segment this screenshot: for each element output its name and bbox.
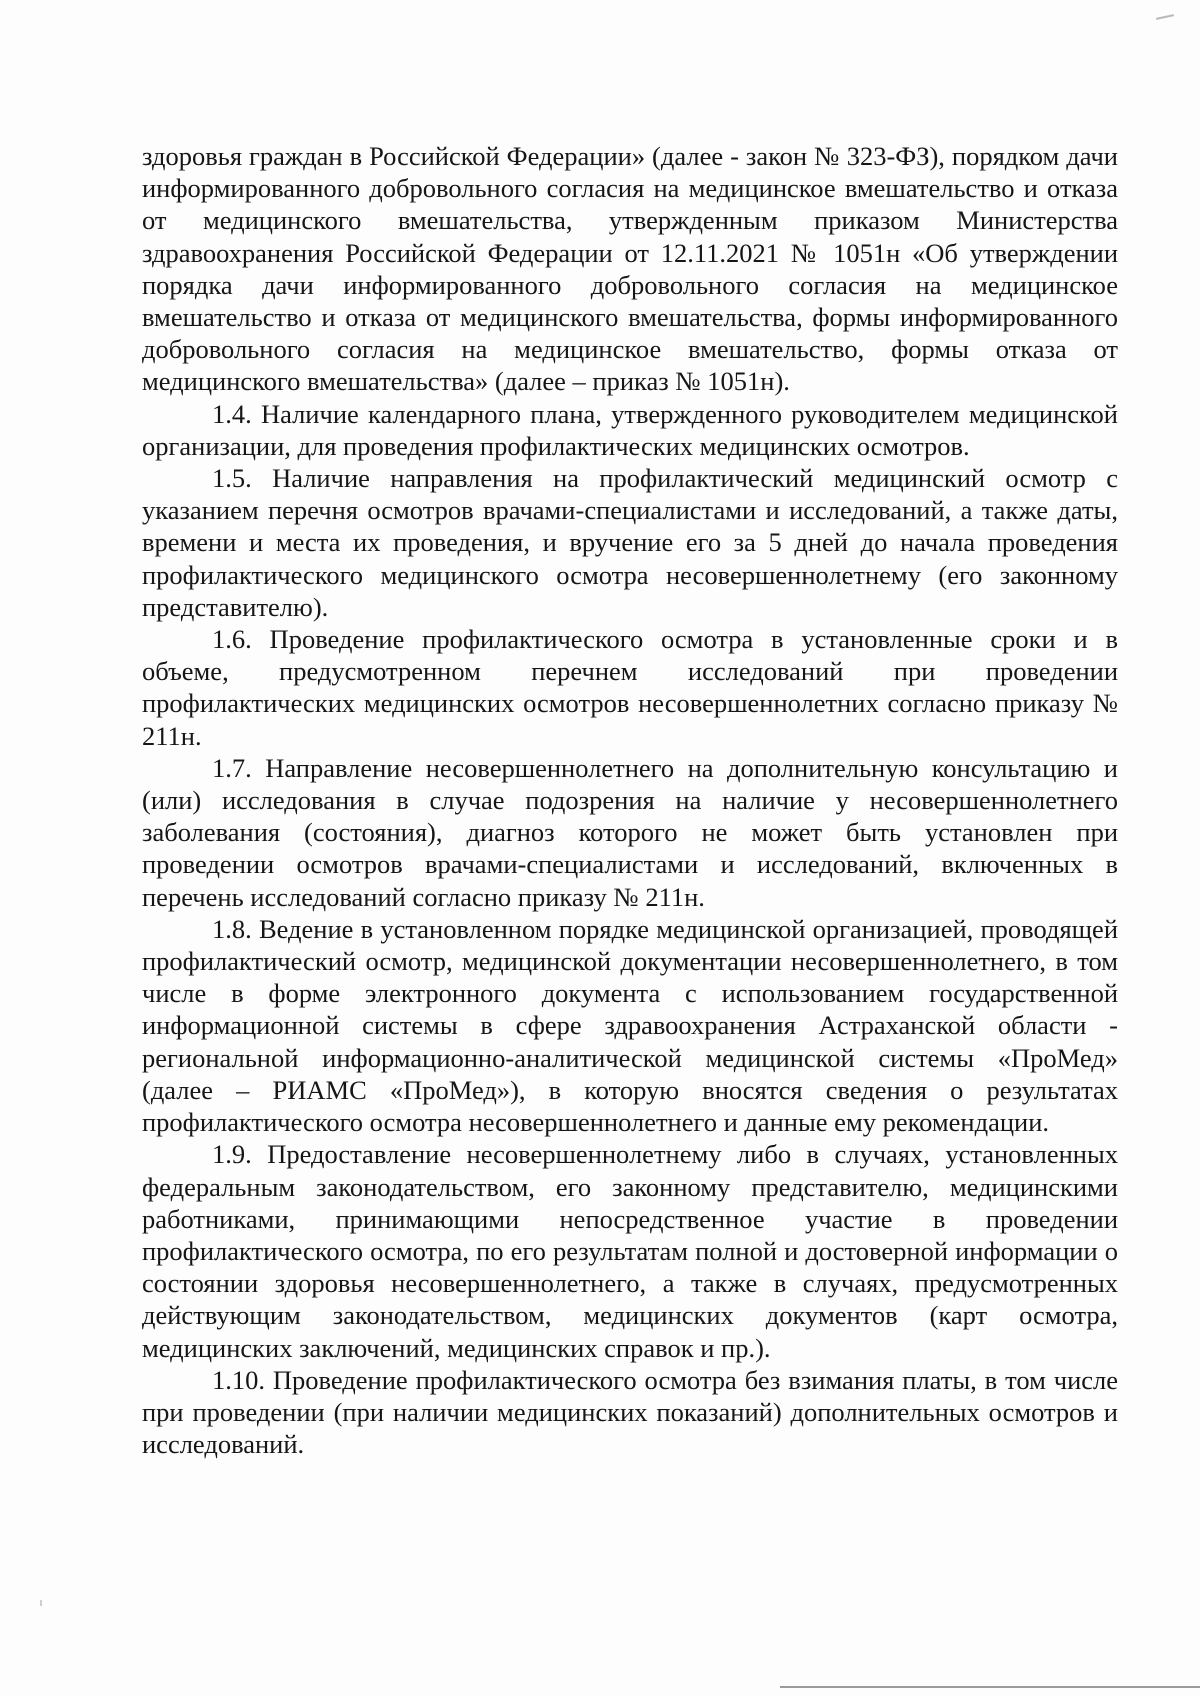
paragraph-intro: здоровья граждан в Российской Федерации» (далее - закон № 323-ФЗ), порядком дачи информированного добровольного согласия на медицинское вмешательство и отказа от медицинского вмешательства, утвержденным приказом Министерства здравоохранения Российской Федерации от 12.11.2021 № 1051н «Об утверждении порядка дачи информированного добровольного согласия на медицинское вмешательство и отказа от медицинского вмешательства, формы информированного добровольного согласия на медицинское вмешательство, формы отказа от медицинского вмешательства» (далее – приказ № 1051н). [142,141,1118,397]
paragraph-1-10: 1.10. Проведение профилактического осмотра без взимания платы, в том числе при проведении (при наличии медицинских показаний) дополнительных осмотров и исследований. [142,1364,1118,1460]
document-body [142,140,1118,1460]
scan-artifact-left [40,1600,42,1606]
scan-artifact-top [1156,14,1174,20]
scan-artifact-bottom-edge [780,1686,1200,1688]
paragraph-1-9: 1.9. Предоставление несовершеннолетнему либо в случаях, установленных федеральным законодательством, его законному представителю, медицинскими работниками, принимающими непосредственное участие в проведении профилактического осмотра, по его результатам полной и достоверной информации о состоянии здоровья несовершеннолетнего, а также в случаях, предусмотренных действующим законодательством, медицинских документов (карт осмотра, медицинских заключений, медицинских справок и пр.). [142,1139,1118,1363]
paragraph-1-8: 1.8. Ведение в установленном порядке медицинской организацией, проводящей профилактический осмотр, медицинской документации несовершеннолетнего, в том числе в форме электронного документа с использованием государственной информационной системы в сфере здравоохранения Астраханской области - региональной информационно-аналитической медицинской системы «ПроМед» (далее – РИАМС «ПроМед»), в которую вносятся сведения о результатах профилактического осмотра несовершеннолетнего и данные ему рекомендации. [142,913,1118,1138]
paragraph-1-4: 1.4. Наличие календарного плана, утвержденного руководителем медицинской организации, для проведения профилактических медицинских осмотров. [142,398,1118,461]
paragraph-1-7: 1.7. Направление несовершеннолетнего на дополнительную консультацию и (или) исследования в случае подозрения на наличие у несовершеннолетнего заболевания (состояния), диагноз которого не может быть установлен при проведении осмотров врачами-специалистами и исследований, включенных в перечень исследований согласно приказу № 211н. [142,752,1118,912]
paragraph-1-6: 1.6. Проведение профилактического осмотра в установленные сроки и в объеме, предусмотренном перечнем исследований при проведении профилактических медицинских осмотров несовершеннолетних согласно приказу № 211н. [142,624,1118,751]
paragraph-1-5: 1.5. Наличие направления на профилактический медицинский осмотр с указанием перечня осмотров врачами-специалистами и исследований, а также даты, времени и места их проведения, и вручение его за 5 дней до начала проведения профилактического медицинского осмотра несовершеннолетнему (его законному представителю). [142,463,1118,622]
